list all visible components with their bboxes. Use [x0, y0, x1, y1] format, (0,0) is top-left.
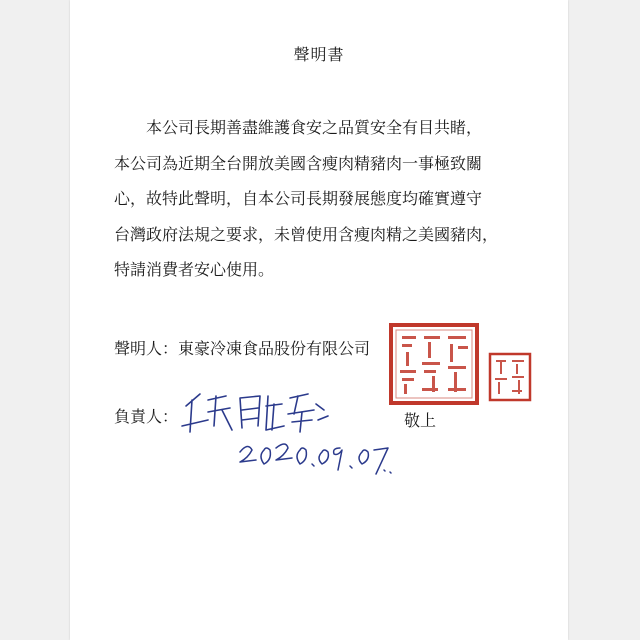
- statement-line: 本公司為近期全台開放美國含瘦肉精豬肉一事極致關: [114, 153, 483, 173]
- statement-line: 本公司長期善盡維護食安之品質安全有目共睹，: [146, 118, 483, 137]
- statement-line: 心，故特此聲明，自本公司長期發展態度均確實遵守: [114, 189, 483, 208]
- declarant-line: 聲明人：東豪冷凍食品股份有限公司: [114, 339, 371, 358]
- closing-salutation: 敬上: [404, 411, 437, 430]
- responsible-person-label: 負責人：: [114, 407, 179, 426]
- company-seal-stamp: [388, 322, 480, 406]
- handwritten-signature: [178, 386, 398, 486]
- document-page: [70, 0, 568, 640]
- document-title: 聲明書: [293, 45, 345, 64]
- statement-line: 台灣政府法規之要求，未曾使用含瘦肉精之美國豬肉，: [114, 224, 499, 244]
- personal-seal-stamp: [488, 352, 532, 402]
- statement-paragraph: [114, 110, 554, 288]
- statement-line: 特請消費者安心使用。: [114, 260, 275, 279]
